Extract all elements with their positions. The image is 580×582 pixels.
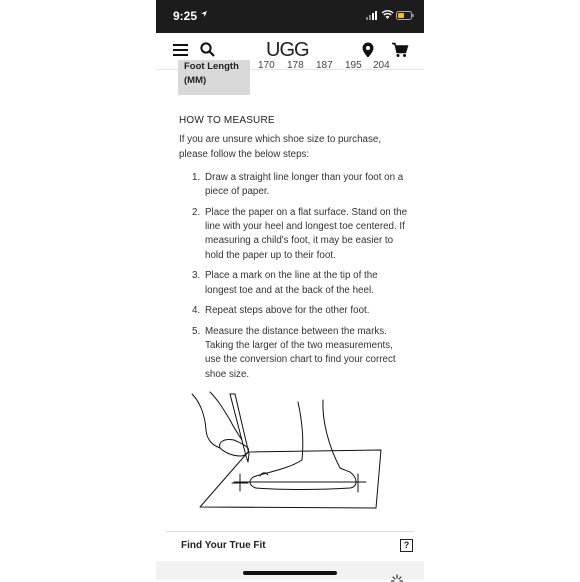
search-icon[interactable] (200, 42, 215, 57)
list-item (179, 269, 409, 298)
step-text: Measure the distance between the marks. Taking the larger of the two measurements, use the conversion chart to find your correct shoe size. (205, 325, 396, 380)
status-time: 9:25 (173, 9, 198, 23)
step-number: 4. (192, 305, 201, 317)
step-text: Draw a straight line longer than your foot on a piece of paper. (205, 172, 404, 198)
battery-icon (396, 11, 414, 20)
foot-length-label (178, 60, 250, 95)
list-item (179, 206, 409, 263)
location-pin-icon[interactable] (362, 42, 374, 58)
loading-spinner-icon (391, 574, 403, 582)
question-icon[interactable]: ? (400, 539, 413, 552)
find-your-true-fit-row[interactable] (166, 531, 414, 563)
table-cell: 178 (287, 60, 304, 71)
measure-steps-list (179, 171, 409, 388)
table-cell: 187 (316, 60, 333, 71)
size-guide-content (156, 60, 424, 530)
step-text: Place a mark on the line at the tip of the longest toe and at the back of the heel. (205, 270, 378, 296)
step-number: 5. (192, 325, 201, 337)
foot-length-row (178, 60, 404, 95)
foot-length-label-line1: Foot Length (184, 61, 239, 72)
step-text: Repeat steps above for the other foot. (205, 305, 370, 317)
table-cell: 195 (345, 60, 362, 71)
home-bar-area (156, 561, 424, 580)
step-number: 2. (192, 206, 201, 218)
status-bar (156, 0, 424, 33)
home-indicator[interactable] (243, 571, 337, 575)
step-text: Place the paper on a flat surface. Stand on the line with your heel and longest toe centered. If measuring a child's foot, it may be easier to hold the paper up to their foot. (205, 206, 408, 261)
step-number: 1. (192, 172, 201, 183)
list-item (179, 171, 409, 200)
step-number: 3. (192, 270, 201, 282)
list-item (179, 325, 409, 382)
table-cell: 170 (258, 60, 275, 71)
list-item (179, 304, 409, 318)
find-your-true-fit-label: Find Your True Fit (181, 540, 266, 551)
phone-screen (156, 0, 424, 580)
foot-measuring-illustration (190, 390, 390, 515)
location-arrow-icon (200, 10, 208, 18)
how-to-measure-heading: HOW TO MEASURE (179, 115, 275, 126)
wifi-icon (381, 10, 394, 20)
table-cell: 204 (373, 60, 390, 71)
cellular-signal-icon (366, 11, 379, 20)
brand-logo[interactable]: UGG (266, 39, 309, 61)
how-to-measure-intro: If you are unsure which shoe size to purchase, please follow the below steps: (179, 134, 382, 160)
cart-icon[interactable] (392, 42, 408, 58)
hamburger-icon[interactable] (173, 43, 189, 57)
foot-length-label-line2: (MM) (184, 75, 207, 86)
